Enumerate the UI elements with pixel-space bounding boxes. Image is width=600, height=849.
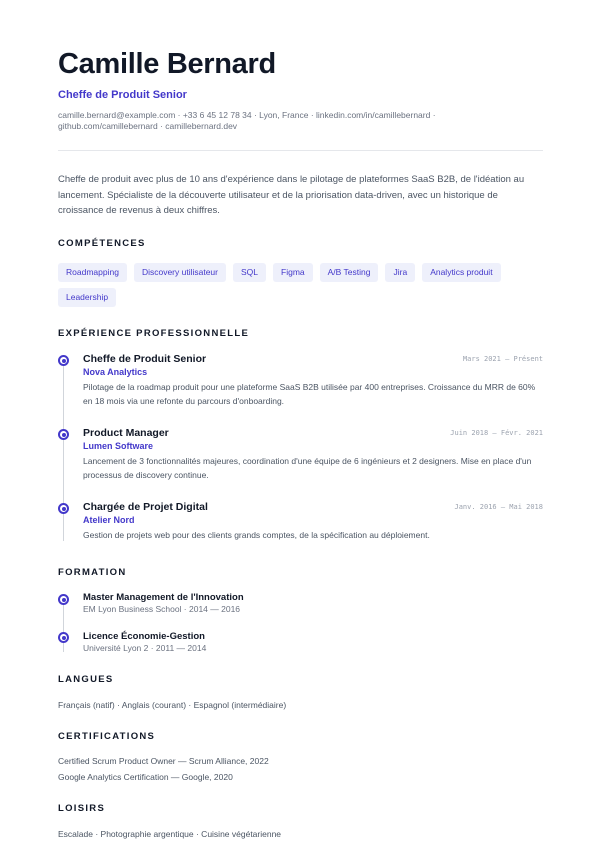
degree-title: Licence Économie-Gestion	[83, 631, 205, 642]
skill-tag: Discovery utilisateur	[134, 263, 226, 282]
hobbies-list: Escalade · Photographie argentique · Cuisine végétarienne	[58, 829, 282, 839]
experience-heading: EXPÉRIENCE PROFESSIONNELLE	[58, 328, 250, 339]
timeline-marker	[58, 503, 69, 514]
languages-heading: LANGUES	[58, 674, 114, 685]
experience-entry	[83, 353, 543, 408]
skill-tag: Analytics produit	[422, 263, 500, 282]
degree-details: EM Lyon Business School · 2014 — 2016	[83, 604, 241, 614]
header-divider	[58, 150, 543, 151]
skill-tag: A/B Testing	[320, 263, 379, 282]
degree-details: Université Lyon 2 · 2011 — 2014	[83, 643, 207, 653]
job-title: Chargée de Projet Digital	[83, 501, 208, 513]
experience-timeline	[63, 361, 64, 541]
timeline-marker	[58, 429, 69, 440]
skills-tag-list	[58, 263, 543, 307]
job-company: Nova Analytics	[83, 367, 148, 377]
education-timeline	[63, 600, 64, 652]
education-heading: FORMATION	[58, 567, 127, 578]
certification-item: Certified Scrum Product Owner — Scrum Alliance, 2022	[58, 756, 269, 766]
candidate-role: Cheffe de Produit Senior	[58, 89, 187, 101]
experience-entry	[83, 501, 543, 543]
education-entry	[83, 592, 543, 614]
contact-line: camille.bernard@example.com · +33 6 45 12 78 34 · Lyon, France · linkedin.com/in/camillebernard · github.com/camillebernard · camillebernard.dev	[58, 110, 436, 131]
job-title: Product Manager	[83, 427, 169, 439]
job-dates: Mars 2021 — Présent	[462, 355, 543, 363]
skill-tag: Roadmapping	[58, 263, 127, 282]
profile-summary: Cheffe de produit avec plus de 10 ans d'expérience dans le pilotage de plateformes SaaS B2B, de l'idéation au lancement. Spécialiste de la découverte utilisateur et de la priorisation data-driven, avec un historique de croissance de revenus à deux chiffres.	[58, 174, 525, 216]
job-description: Lancement de 3 fonctionnalités majeures, coordination d'une équipe de 6 ingénieurs et 2 designers. Mise en place d'un processus de discovery continue.	[83, 456, 532, 480]
skills-heading: COMPÉTENCES	[58, 238, 146, 249]
skill-tag: Figma	[273, 263, 313, 282]
job-description: Pilotage de la roadmap produit pour une plateforme SaaS B2B utilisée par 400 entreprises. Croissance du MRR de 60% en 18 mois via une refonte du parcours d'onboarding.	[83, 382, 536, 406]
job-description: Gestion de projets web pour des clients grands comptes, de la spécification au déploiement.	[83, 530, 430, 540]
timeline-marker	[58, 355, 69, 366]
job-company: Lumen Software	[83, 441, 154, 451]
skill-tag: SQL	[233, 263, 266, 282]
timeline-marker	[58, 632, 69, 643]
job-dates: Juin 2018 — Févr. 2021	[450, 429, 543, 437]
experience-entry	[83, 427, 543, 482]
skill-tag: Jira	[385, 263, 415, 282]
certifications-heading: CERTIFICATIONS	[58, 731, 156, 742]
job-company: Atelier Nord	[83, 515, 135, 525]
certification-item: Google Analytics Certification — Google, 2020	[58, 772, 233, 782]
job-dates: Janv. 2016 — Mai 2018	[454, 503, 543, 511]
candidate-name: Camille Bernard	[58, 48, 276, 80]
skill-tag: Leadership	[58, 288, 116, 307]
job-title: Cheffe de Produit Senior	[83, 353, 207, 365]
languages-list: Français (natif) · Anglais (courant) · Espagnol (intermédiaire)	[58, 700, 287, 710]
hobbies-heading: LOISIRS	[58, 803, 106, 814]
timeline-marker	[58, 594, 69, 605]
education-entry	[83, 631, 543, 653]
degree-title: Master Management de l'Innovation	[83, 592, 244, 603]
